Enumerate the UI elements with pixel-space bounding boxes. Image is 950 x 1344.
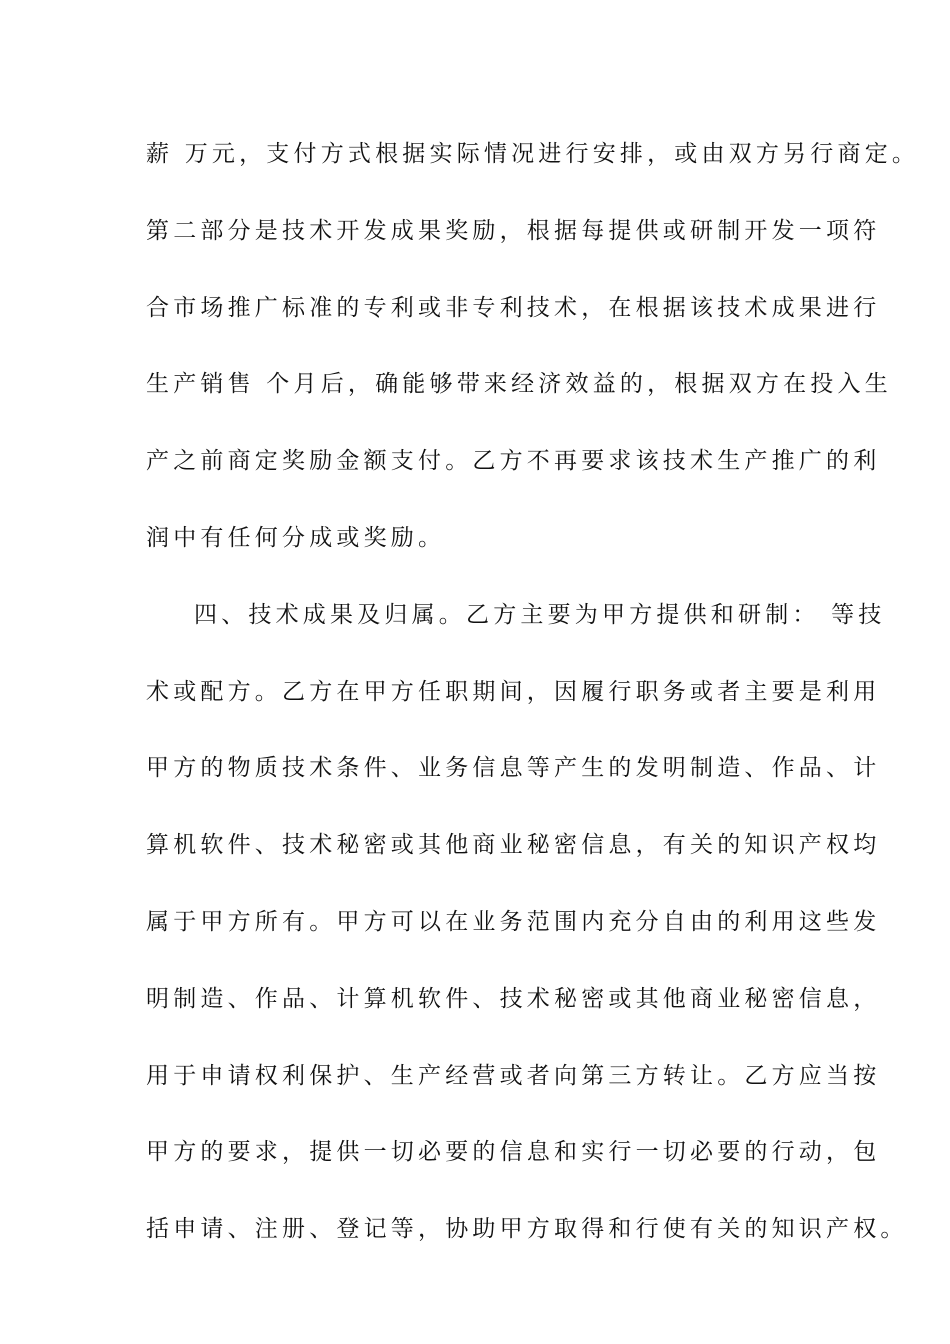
document-body (146, 134, 920, 1286)
text-line: 术或配方。乙方在甲方任职期间，因履行职务或者主要是利用 (146, 678, 881, 705)
text-line: 甲方的物质技术条件、业务信息等产生的发明制造、作品、计 (146, 755, 881, 782)
text-line: 属于甲方所有。甲方可以在业务范围内充分自由的利用这些发 (146, 908, 881, 935)
text-line: 甲方的要求，提供一切必要的信息和实行一切必要的行动，包 (146, 1139, 881, 1166)
text-line: 润中有任何分成或奖励。 (146, 524, 446, 551)
text-line: 薪 万元，支付方式根据实际情况进行安排，或由双方另行商定。 (146, 141, 920, 167)
text-line: 算机软件、技术秘密或其他商业秘密信息，有关的知识产权均 (146, 832, 881, 859)
text-line: 用于申请权利保护、生产经营或者向第三方转让。乙方应当按 (146, 1062, 881, 1089)
text-line: 明制造、作品、计算机软件、技术秘密或其他商业秘密信息， (146, 985, 881, 1012)
section-four-heading-line: 四、技术成果及归属。乙方主要为甲方提供和研制： 等技 (194, 601, 886, 628)
text-line: 生产销售 个月后，确能够带来经济效益的，根据双方在投入生 (146, 371, 892, 398)
text-line: 合市场推广标准的专利或非专利技术，在根据该技术成果进行 (146, 294, 881, 321)
text-line: 产之前商定奖励金额支付。乙方不再要求该技术生产推广的利 (146, 448, 881, 475)
text-line: 第二部分是技术开发成果奖励，根据每提供或研制开发一项符 (146, 217, 881, 244)
text-line: 括申请、注册、登记等，协助甲方取得和行使有关的知识产权。 (146, 1216, 908, 1243)
